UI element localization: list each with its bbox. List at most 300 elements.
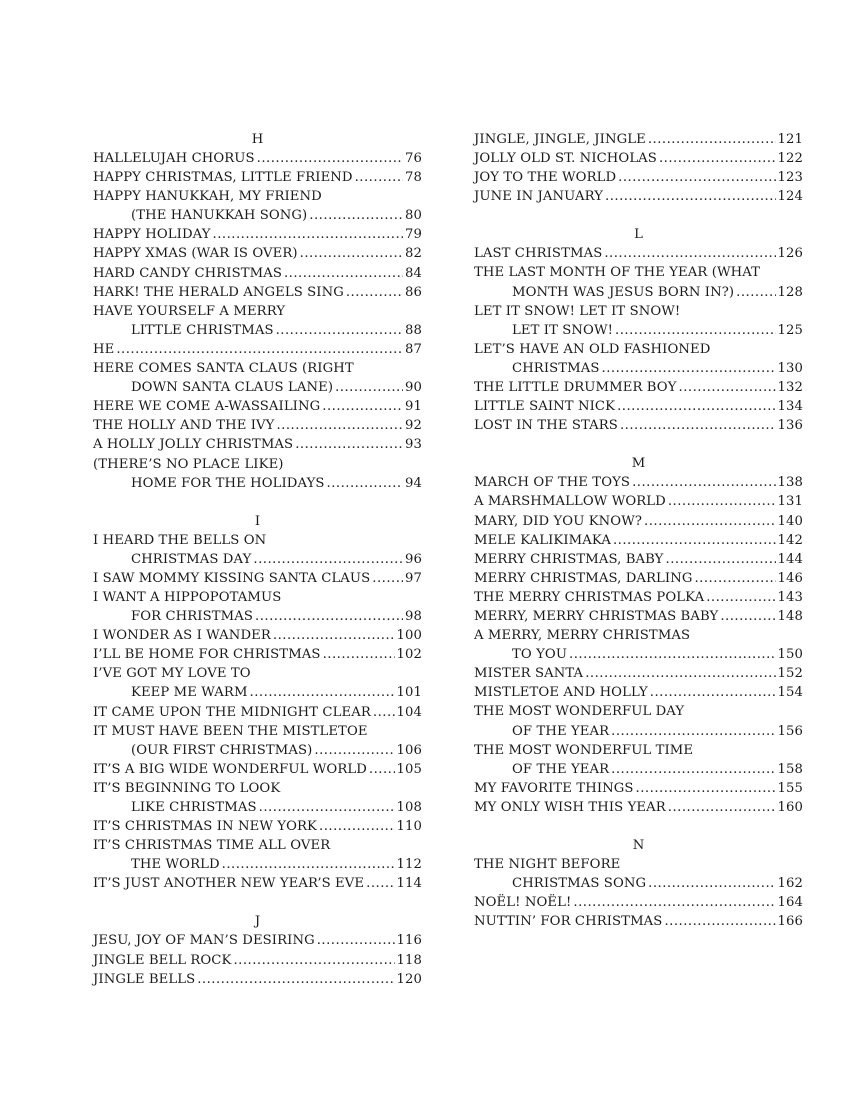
page-number: 122 bbox=[777, 151, 803, 167]
page-number: 134 bbox=[777, 399, 803, 415]
song-title: LIKE CHRISTMAS bbox=[131, 800, 257, 815]
page-number: 140 bbox=[777, 513, 803, 529]
entry-line bbox=[93, 645, 422, 664]
dot-leader bbox=[644, 512, 775, 531]
entry-line bbox=[474, 473, 803, 492]
song-title: LET’S HAVE AN OLD FASHIONED bbox=[474, 341, 711, 357]
entry-line bbox=[474, 588, 803, 607]
page-number: 155 bbox=[777, 780, 803, 796]
page-number: 121 bbox=[777, 132, 803, 147]
page-number: 82 bbox=[405, 246, 422, 262]
song-title: TO YOU bbox=[512, 647, 568, 663]
dot-leader bbox=[668, 798, 776, 817]
song-title: MONTH WAS JESUS BORN IN?) bbox=[512, 284, 735, 300]
page-number: 110 bbox=[396, 819, 422, 835]
index-section bbox=[93, 912, 422, 988]
dot-leader bbox=[679, 378, 776, 397]
page-number: 96 bbox=[405, 551, 422, 567]
index-entry bbox=[474, 855, 803, 893]
section-letter: N bbox=[632, 838, 645, 853]
page-number: 154 bbox=[777, 685, 803, 701]
entry-line bbox=[93, 703, 422, 722]
song-title: OF THE YEAR bbox=[512, 723, 610, 739]
page-number: 123 bbox=[777, 170, 803, 186]
dot-leader bbox=[273, 626, 395, 645]
entry-line bbox=[93, 340, 422, 359]
page-number: 156 bbox=[777, 723, 803, 739]
index-entry bbox=[93, 531, 422, 569]
song-title: JOY TO THE WORLD bbox=[474, 170, 617, 186]
entry-line bbox=[93, 874, 422, 893]
index-entry bbox=[93, 302, 422, 340]
page-number: 76 bbox=[405, 151, 422, 166]
dot-leader bbox=[736, 283, 775, 302]
index-entry bbox=[474, 569, 803, 588]
entry-line bbox=[93, 741, 422, 760]
entry-line bbox=[474, 531, 803, 550]
entry-line bbox=[474, 874, 803, 893]
song-title: JOLLY OLD ST. NICHOLAS bbox=[474, 151, 657, 167]
page-number: 146 bbox=[777, 570, 803, 586]
page-number: 130 bbox=[777, 360, 803, 376]
entry-line bbox=[93, 359, 422, 378]
dot-leader bbox=[309, 206, 403, 225]
index-entry bbox=[93, 703, 422, 722]
dot-leader bbox=[602, 359, 776, 378]
index-entry bbox=[474, 397, 803, 416]
index-entry bbox=[474, 149, 803, 168]
entry-line bbox=[474, 722, 803, 741]
dot-leader bbox=[373, 703, 395, 722]
song-title: JESU, JOY OF MAN’S DESIRING bbox=[93, 933, 315, 949]
index-column-left bbox=[93, 130, 422, 1008]
dot-leader bbox=[327, 474, 404, 493]
song-title: LET IT SNOW! bbox=[512, 322, 614, 338]
index-entry bbox=[474, 187, 803, 206]
song-title: THE LITTLE DRUMMER BOY bbox=[474, 380, 677, 396]
song-title: MISTER SANTA bbox=[474, 666, 584, 682]
song-title: IT CAME UPON THE MIDNIGHT CLEAR bbox=[93, 704, 371, 720]
song-title: HAPPY CHRISTMAS, LITTLE FRIEND bbox=[93, 170, 353, 186]
index-entry bbox=[474, 607, 803, 626]
song-title: JUNE IN JANUARY bbox=[474, 189, 604, 205]
dot-leader bbox=[284, 264, 403, 283]
song-title: DOWN SANTA CLAUS LANE) bbox=[131, 380, 334, 396]
index-entry bbox=[474, 263, 803, 301]
page-number: 158 bbox=[777, 761, 803, 777]
index-entry bbox=[93, 664, 422, 702]
page-number: 105 bbox=[396, 761, 422, 777]
page-number: 128 bbox=[777, 284, 803, 300]
page-number: 97 bbox=[405, 570, 422, 586]
entry-line bbox=[93, 416, 422, 435]
entry-line bbox=[474, 645, 803, 664]
dot-leader bbox=[335, 378, 403, 397]
index-entry bbox=[474, 416, 803, 435]
index-entry bbox=[93, 817, 422, 836]
dot-leader bbox=[276, 416, 403, 435]
entry-line bbox=[474, 187, 803, 206]
page-number: 87 bbox=[405, 341, 422, 357]
entry-line bbox=[93, 951, 422, 970]
song-title: A MERRY, MERRY CHRISTMAS bbox=[474, 628, 691, 644]
entry-line bbox=[474, 244, 803, 263]
song-title: HOME FOR THE HOLIDAYS bbox=[131, 475, 325, 491]
song-title: THE WORLD bbox=[131, 857, 220, 873]
entry-line bbox=[93, 397, 422, 416]
index-section bbox=[93, 130, 422, 493]
dot-leader bbox=[668, 492, 776, 511]
dot-leader bbox=[604, 244, 775, 263]
dot-leader bbox=[666, 550, 776, 569]
index-entry bbox=[93, 722, 422, 760]
entry-line bbox=[474, 397, 803, 416]
song-title: JINGLE BELL ROCK bbox=[93, 952, 232, 968]
index-entry bbox=[93, 455, 422, 493]
entry-line bbox=[474, 130, 803, 149]
page-number: 132 bbox=[777, 380, 803, 396]
page-number: 138 bbox=[777, 475, 803, 491]
index-entry bbox=[474, 244, 803, 263]
dot-leader bbox=[573, 893, 775, 912]
song-title: (THE HANUKKAH SONG) bbox=[131, 208, 308, 224]
dot-leader bbox=[585, 664, 775, 683]
entry-line bbox=[93, 588, 422, 607]
entry-line bbox=[474, 378, 803, 397]
dot-leader bbox=[300, 244, 403, 263]
index-entry bbox=[93, 931, 422, 950]
entry-line bbox=[474, 359, 803, 378]
index-entry bbox=[93, 359, 422, 397]
song-title: HARD CANDY CHRISTMAS bbox=[93, 265, 282, 281]
entry-line bbox=[93, 607, 422, 626]
song-title: CHRISTMAS SONG bbox=[512, 876, 647, 892]
index-section bbox=[474, 225, 803, 435]
entry-line bbox=[474, 492, 803, 511]
page-number: 143 bbox=[777, 589, 803, 605]
index-entry bbox=[93, 187, 422, 225]
index-entry bbox=[93, 626, 422, 645]
dot-leader bbox=[323, 645, 395, 664]
song-title: THE HOLLY AND THE IVY bbox=[93, 418, 275, 434]
entry-line bbox=[93, 855, 422, 874]
page-number: 94 bbox=[405, 475, 422, 491]
page-number: 142 bbox=[777, 532, 803, 548]
page-number: 79 bbox=[405, 227, 422, 243]
song-title: HAPPY HOLIDAY bbox=[93, 227, 211, 243]
page-number: 125 bbox=[777, 322, 803, 338]
song-title: MY ONLY WISH THIS YEAR bbox=[474, 799, 666, 815]
entry-line bbox=[93, 970, 422, 989]
entry-line bbox=[93, 283, 422, 302]
dot-leader bbox=[611, 722, 775, 741]
index-entry bbox=[93, 836, 422, 874]
dot-leader bbox=[636, 779, 776, 798]
dot-leader bbox=[259, 798, 395, 817]
page-number: 104 bbox=[396, 704, 422, 720]
page-number: 152 bbox=[777, 666, 803, 682]
page-number: 162 bbox=[777, 876, 803, 892]
page-number: 120 bbox=[396, 971, 422, 987]
page-number: 136 bbox=[777, 418, 803, 434]
song-title: THE NIGHT BEFORE bbox=[474, 857, 621, 872]
dot-leader bbox=[664, 912, 775, 931]
dot-leader bbox=[706, 588, 775, 607]
index-entry bbox=[93, 588, 422, 626]
song-title: LITTLE SAINT NICK bbox=[474, 399, 616, 415]
dot-leader bbox=[369, 760, 395, 779]
song-title: NOËL! NOËL! bbox=[474, 895, 572, 911]
song-title: A HOLLY JOLLY CHRISTMAS bbox=[93, 437, 294, 453]
song-title: I SAW MOMMY KISSING SANTA CLAUS bbox=[93, 570, 371, 586]
page-number: 116 bbox=[396, 933, 422, 949]
entry-line bbox=[93, 798, 422, 817]
page-number: 91 bbox=[405, 399, 422, 415]
song-title: IT’S CHRISTMAS IN NEW YORK bbox=[93, 819, 317, 835]
song-title: CHRISTMAS bbox=[512, 360, 600, 376]
dot-leader bbox=[233, 951, 394, 970]
song-title: MARY, DID YOU KNOW? bbox=[474, 513, 643, 529]
section-letter: J bbox=[254, 914, 261, 930]
page-number: 118 bbox=[396, 952, 422, 968]
dot-leader bbox=[615, 321, 776, 340]
page-number: 93 bbox=[405, 437, 422, 453]
song-title: HAPPY XMAS (WAR IS OVER) bbox=[93, 246, 298, 262]
dot-leader bbox=[648, 130, 776, 149]
page-number: 108 bbox=[396, 800, 422, 815]
index-entry bbox=[474, 492, 803, 511]
entry-line bbox=[93, 779, 422, 798]
entry-line bbox=[474, 683, 803, 702]
index-entry bbox=[474, 130, 803, 149]
song-title: CHRISTMAS DAY bbox=[131, 551, 252, 567]
index-entry bbox=[93, 760, 422, 779]
index-entry bbox=[474, 588, 803, 607]
song-title: IT’S A BIG WIDE WONDERFUL WORLD bbox=[93, 761, 367, 777]
index-section bbox=[474, 836, 803, 931]
dot-leader bbox=[250, 683, 395, 702]
song-title: THE MOST WONDERFUL DAY bbox=[474, 704, 685, 720]
dot-leader bbox=[372, 569, 403, 588]
index-entry bbox=[474, 893, 803, 912]
index-entry bbox=[93, 435, 422, 454]
index-entry bbox=[93, 244, 422, 263]
page-number: 84 bbox=[405, 265, 422, 281]
entry-line bbox=[93, 187, 422, 206]
page-number: 131 bbox=[777, 494, 803, 510]
entry-line bbox=[474, 340, 803, 359]
entry-line bbox=[474, 912, 803, 931]
song-title: THE LAST MONTH OF THE YEAR (WHAT bbox=[474, 265, 761, 281]
page-number: 148 bbox=[777, 608, 803, 624]
index-entry bbox=[93, 340, 422, 359]
song-title: NUTTIN’ FOR CHRISTMAS bbox=[474, 914, 663, 930]
entry-line bbox=[474, 550, 803, 569]
index-entry bbox=[474, 664, 803, 683]
entry-line bbox=[474, 569, 803, 588]
index-entry bbox=[474, 512, 803, 531]
page-number: 88 bbox=[405, 322, 422, 338]
index-entry bbox=[93, 645, 422, 664]
index-entry bbox=[93, 168, 422, 187]
dot-leader bbox=[720, 607, 775, 626]
song-title: MERRY, MERRY CHRISTMAS BABY bbox=[474, 608, 719, 624]
entry-line bbox=[93, 149, 422, 168]
dot-leader bbox=[317, 931, 395, 950]
entry-line bbox=[474, 263, 803, 282]
song-title: HAVE YOURSELF A MERRY bbox=[93, 303, 286, 319]
entry-line bbox=[93, 455, 422, 474]
index-entry bbox=[474, 626, 803, 664]
page-number: 124 bbox=[777, 189, 803, 205]
dot-leader bbox=[613, 531, 776, 550]
page-number: 160 bbox=[777, 799, 803, 815]
dot-leader bbox=[611, 760, 775, 779]
song-title: IT’S CHRISTMAS TIME ALL OVER bbox=[93, 838, 331, 854]
dot-leader bbox=[346, 283, 403, 302]
dot-leader bbox=[322, 397, 403, 416]
page-number: 80 bbox=[405, 208, 422, 224]
dot-leader bbox=[617, 397, 775, 416]
dot-leader bbox=[255, 607, 403, 626]
entry-line bbox=[474, 321, 803, 340]
entry-line bbox=[474, 283, 803, 302]
page-number: 102 bbox=[396, 647, 422, 663]
song-title: I’LL BE HOME FOR CHRISTMAS bbox=[93, 647, 321, 663]
page-number: 114 bbox=[396, 876, 422, 892]
entry-line bbox=[93, 531, 422, 550]
entry-line bbox=[474, 760, 803, 779]
dot-leader bbox=[276, 321, 403, 340]
index-entry bbox=[474, 779, 803, 798]
index-entry bbox=[474, 741, 803, 779]
page-number: 78 bbox=[405, 170, 422, 186]
dot-leader bbox=[618, 168, 775, 187]
dot-leader bbox=[632, 473, 775, 492]
entry-line bbox=[93, 836, 422, 855]
index-entry bbox=[93, 779, 422, 817]
song-title: MERRY CHRISTMAS, DARLING bbox=[474, 570, 693, 586]
dot-leader bbox=[116, 340, 403, 359]
entry-line bbox=[93, 722, 422, 741]
entry-line bbox=[93, 168, 422, 187]
song-title: (OUR FIRST CHRISTMAS) bbox=[131, 742, 313, 758]
index-entry bbox=[93, 970, 422, 989]
dot-leader bbox=[355, 168, 403, 187]
entry-line bbox=[474, 302, 803, 321]
entry-line bbox=[474, 416, 803, 435]
dot-leader bbox=[253, 550, 403, 569]
index-entry bbox=[93, 569, 422, 588]
index-entry bbox=[93, 874, 422, 893]
entry-line bbox=[93, 626, 422, 645]
song-title: JINGLE, JINGLE, JINGLE bbox=[474, 132, 646, 147]
page-number: 106 bbox=[396, 742, 422, 758]
entry-line bbox=[93, 931, 422, 950]
entry-line bbox=[93, 321, 422, 340]
song-title: MARCH OF THE TOYS bbox=[474, 475, 631, 491]
dot-leader bbox=[620, 416, 776, 435]
entry-line bbox=[474, 702, 803, 721]
entry-line bbox=[93, 683, 422, 702]
index-entry bbox=[474, 531, 803, 550]
dot-leader bbox=[295, 435, 403, 454]
page-number: 164 bbox=[777, 895, 803, 911]
index-entry bbox=[93, 283, 422, 302]
song-title: I HEARD THE BELLS ON bbox=[93, 532, 267, 548]
entry-line bbox=[474, 168, 803, 187]
section-letter: H bbox=[251, 132, 264, 147]
index-entry bbox=[474, 912, 803, 931]
page-number: 90 bbox=[405, 380, 422, 396]
entry-line bbox=[474, 149, 803, 168]
dot-leader bbox=[197, 970, 394, 989]
song-title: LAST CHRISTMAS bbox=[474, 246, 603, 262]
page-number: 126 bbox=[777, 246, 803, 262]
dot-leader bbox=[650, 683, 776, 702]
song-title: HERE WE COME A-WASSAILING bbox=[93, 399, 321, 415]
page-number: 112 bbox=[396, 857, 422, 873]
entry-line bbox=[474, 664, 803, 683]
index-entry bbox=[474, 378, 803, 397]
song-title: HALLELUJAH CHORUS bbox=[93, 151, 255, 166]
dot-leader bbox=[694, 569, 775, 588]
song-title: THE MERRY CHRISTMAS POLKA bbox=[474, 589, 705, 605]
section-letter: I bbox=[254, 513, 261, 529]
dot-leader bbox=[366, 874, 394, 893]
entry-line bbox=[474, 893, 803, 912]
index-entry bbox=[474, 340, 803, 378]
index-entry bbox=[93, 397, 422, 416]
dot-leader bbox=[213, 225, 404, 244]
index-entry bbox=[474, 302, 803, 340]
song-title: JINGLE BELLS bbox=[93, 971, 196, 987]
song-title: HARK! THE HERALD ANGELS SING bbox=[93, 284, 344, 300]
dot-leader bbox=[314, 741, 394, 760]
index-entry bbox=[474, 683, 803, 702]
entry-line bbox=[93, 264, 422, 283]
page-number: 98 bbox=[405, 609, 422, 625]
dot-leader bbox=[222, 855, 395, 874]
song-title: OF THE YEAR bbox=[512, 761, 610, 777]
index-section bbox=[474, 454, 803, 817]
song-title: I WONDER AS I WANDER bbox=[93, 628, 271, 644]
song-title: MERRY CHRISTMAS, BABY bbox=[474, 551, 664, 567]
song-title: LITTLE CHRISTMAS bbox=[131, 322, 274, 338]
song-title: IT’S BEGINNING TO LOOK bbox=[93, 780, 281, 796]
song-title: IT’S JUST ANOTHER NEW YEAR’S EVE bbox=[93, 876, 365, 892]
index-section bbox=[93, 512, 422, 894]
song-title: IT MUST HAVE BEEN THE MISTLETOE bbox=[93, 723, 368, 739]
dot-leader bbox=[659, 149, 776, 168]
song-title: KEEP ME WARM bbox=[131, 685, 248, 701]
entry-line bbox=[93, 302, 422, 321]
song-title: MELE KALIKIMAKA bbox=[474, 532, 611, 548]
dot-leader bbox=[569, 645, 775, 664]
entry-line bbox=[93, 225, 422, 244]
entry-line bbox=[93, 664, 422, 683]
entry-line bbox=[474, 607, 803, 626]
index-entry bbox=[474, 550, 803, 569]
index-section bbox=[474, 130, 803, 206]
entry-line bbox=[93, 206, 422, 225]
entry-line bbox=[474, 741, 803, 760]
song-title: MISTLETOE AND HOLLY bbox=[474, 685, 648, 701]
entry-line bbox=[93, 817, 422, 836]
dot-leader bbox=[319, 817, 395, 836]
song-title: FOR CHRISTMAS bbox=[131, 609, 254, 625]
index-entry bbox=[93, 416, 422, 435]
